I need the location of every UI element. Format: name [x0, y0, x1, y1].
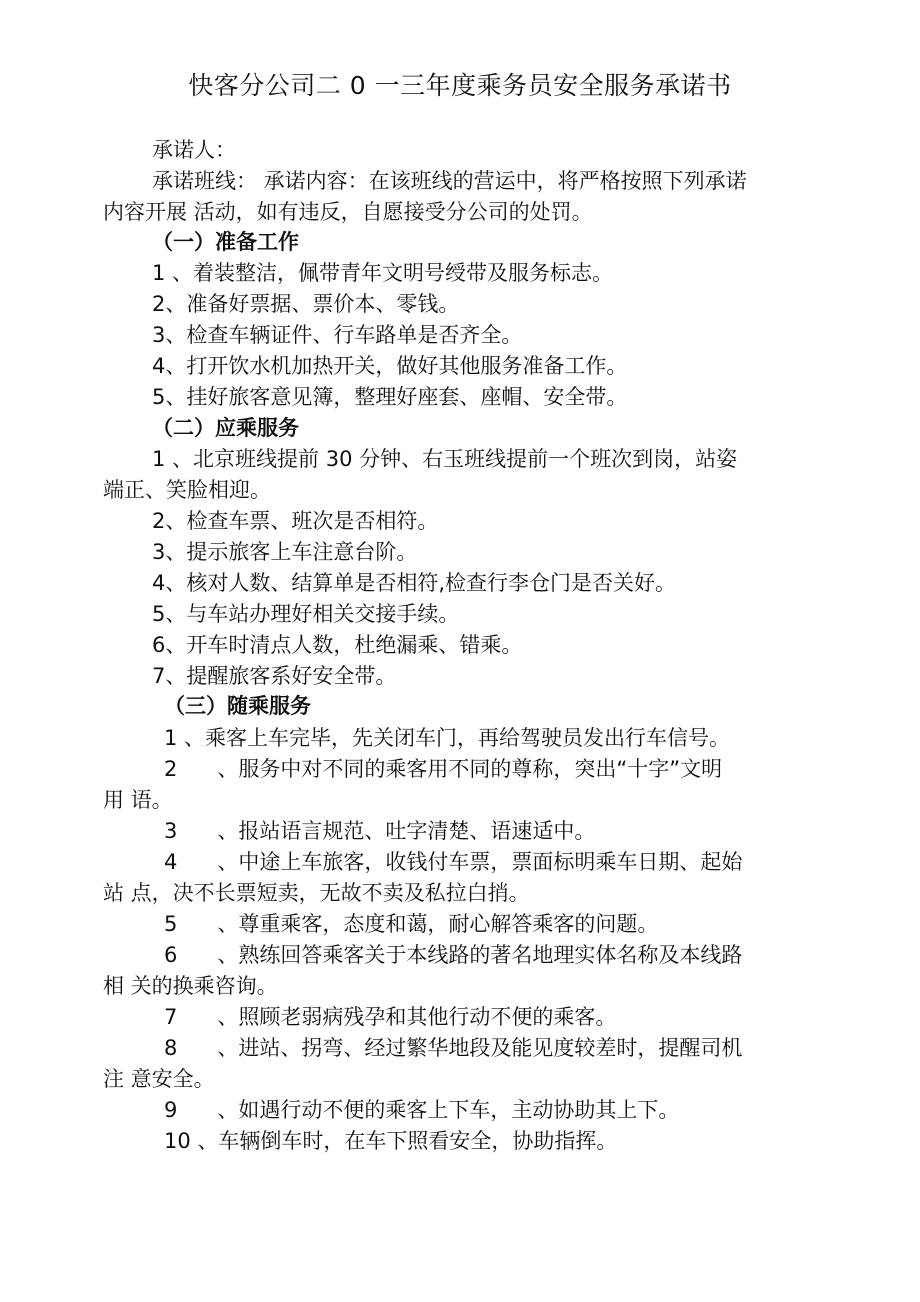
section3-item-8-line-1: 8 、进站、拐弯、经过繁华地段及能见度较差时，提醒司机 [164, 1036, 743, 1060]
section3-item-9: 9 、如遇行动不便的乘客上下车，主动协助其上下。 [164, 1098, 680, 1122]
section3-item-6-line-1: 6 、熟练回答乘客关于本线路的著名地理实体名称及本线路 [164, 943, 743, 967]
section3-heading: （三）随乘服务 [164, 694, 311, 718]
intro-line-1: 承诺班线： 承诺内容：在该班线的营运中，将严格按照下列承诺 [152, 169, 747, 193]
section1-heading: （一）准备工作 [152, 230, 299, 254]
section3-item-4-line-1: 4 、中途上车旅客，收钱付车票，票面标明乘车日期、起始 [164, 850, 743, 874]
section1-item: 2、准备好票据、票价本、零钱。 [152, 292, 460, 316]
section1-item: 4、打开饮水机加热开关，做好其他服务准备工作。 [152, 354, 628, 378]
intro-line-2: 内容开展 活动，如有违反，自愿接受分公司的处罚。 [103, 200, 593, 224]
section1-item: 3、检查车辆证件、行车路单是否齐全。 [152, 323, 523, 347]
section2-item: 6、开车时清点人数，杜绝漏乘、错乘。 [152, 633, 523, 657]
promisor-label: 承诺人： [152, 138, 236, 162]
section3-item-8-line-2: 注 意安全。 [103, 1067, 215, 1091]
section2-item: 2、检查车票、班次是否相符。 [152, 509, 439, 533]
section1-item: 1 、着装整洁，佩带青年文明号绶带及服务标志。 [152, 261, 614, 285]
section3-item-4-line-2: 站 点，决不长票短卖，无故不卖及私拉白捎。 [103, 881, 530, 905]
section2-item: 5、与车站办理好相关交接手续。 [152, 602, 460, 626]
section2-item-1-line-2: 端正、笑脸相迎。 [103, 478, 271, 502]
section3-item-1: 1 、乘客上车完毕，先关闭车门，再给驾驶员发出行车信号。 [164, 726, 731, 750]
section3-item-10: 10 、车辆倒车时，在车下照看安全，协助指挥。 [164, 1129, 618, 1153]
section3-item-6-line-2: 相 关的换乘咨询。 [103, 974, 278, 998]
document-title: 快客分公司二 0 一三年度乘务员安全服务承诺书 [188, 71, 732, 100]
section1-item: 5、挂好旅客意见簿，整理好座套、座帽、安全带。 [152, 385, 628, 409]
section3-item-7: 7 、照顾老弱病残孕和其他行动不便的乘客。 [164, 1005, 617, 1029]
section2-item: 4、核对人数、结算单是否相符,检查行李仓门是否关好。 [152, 571, 677, 595]
section2-item: 3、提示旅客上车注意台阶。 [152, 540, 418, 564]
section3-item-5: 5 、尊重乘客，态度和蔼，耐心解答乘客的问题。 [164, 912, 659, 936]
section2-item: 7、提醒旅客系好安全带。 [152, 664, 397, 688]
section2-heading: （二）应乘服务 [152, 416, 299, 440]
section2-item-1-line-1: 1 、北京班线提前 30 分钟、右玉班线提前一个班次到岗，站姿 [152, 447, 738, 471]
section3-item-2-line-1: 2 、服务中对不同的乘客用不同的尊称，突出“十字”文明 [164, 757, 723, 781]
section3-item-3: 3 、报站语言规范、吐字清楚、语速适中。 [164, 819, 596, 843]
section3-item-2-line-2: 用 语。 [103, 788, 173, 812]
